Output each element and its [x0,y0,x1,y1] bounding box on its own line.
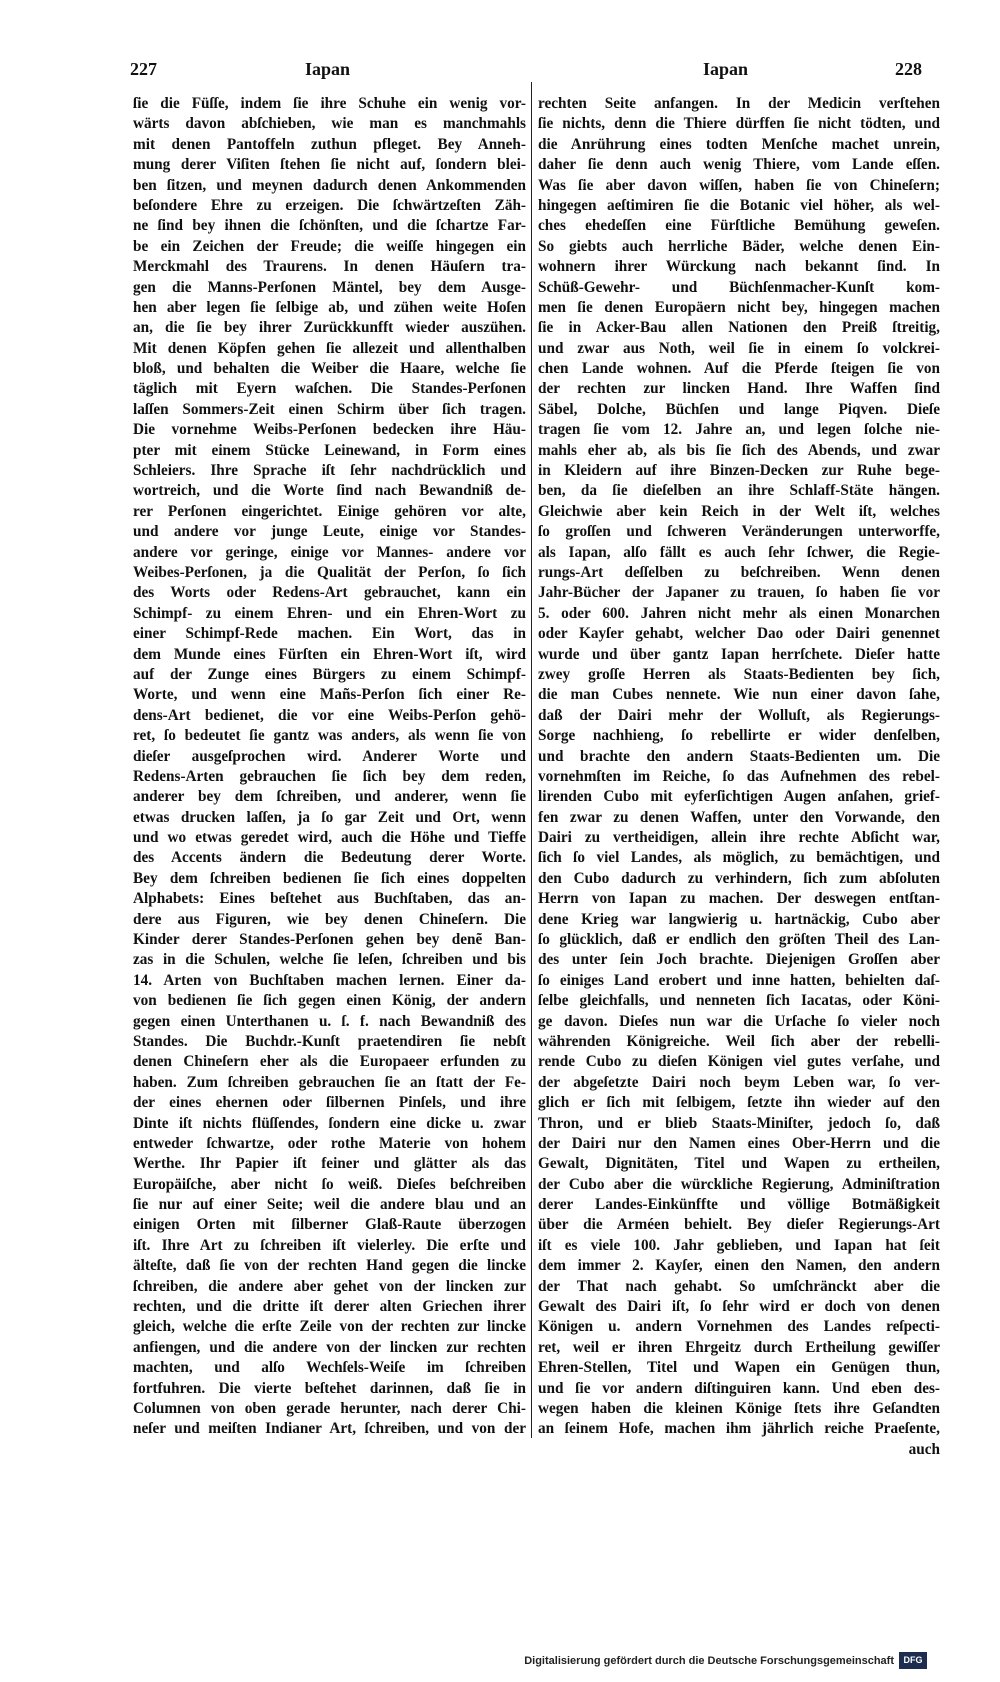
text-line: die man Cubes nennete. Wie nun einer davon ſahe, [538,686,940,704]
text-line: die Anrührung eines todten Menſche machet unrein, [538,135,940,153]
text-line: Dairi zu vertheidigen, allein ihre rechte Abſicht war, [538,829,940,847]
text-line: auf der Zunge eines Bürgers zu einem Schimpf- [133,665,526,683]
text-line: der eines ehernen oder ſilbernen Pinſels, und ihre [133,1094,526,1112]
text-line: Säbel, Dolche, Büchſen und lange Piqven. Dieſe [538,400,940,418]
text-line: einigen Orten mit ſilberner Glaß-Raute überzogen [133,1216,526,1234]
text-line: Herrn von Iapan zu machen. Der deswegen entſtan- [538,890,940,908]
text-line: der Cubo aber die würckliche Regierung, Adminiſtration [538,1175,940,1193]
text-line: Bey dem ſchreiben bedienen ſie ſich eines doppelten [133,869,526,887]
text-line: älteſte, daß ſie von der rechten Hand gegen die lincke [133,1257,526,1275]
text-line: ſie nur auf einer Seite; weil die andere blau und an [133,1196,526,1214]
running-title-left: Iapan [305,59,351,79]
text-line: daß der Dairi mehr der Wolluſt, als Regierungs- [538,706,940,724]
text-line: Redens-Arten gebrauchen ſie ſich bey dem reden, [133,767,526,785]
text-line: der rechten zur lincken Hand. Ihre Waffen ſind [538,380,940,398]
text-line: Standes. Die Buchdr.-Kunſt praetendiren ſie nebſt [133,1032,526,1050]
text-line: ne ſind bey ihnen die ſchönſten, und die ſchartze Far- [133,217,526,235]
text-line: und zwar aus Noth, weil ſie in einem ſo volckrei- [538,339,940,357]
text-line: 14. Arten von Buchſtaben machen lernen. Einer da- [133,971,526,989]
text-line: Gewalt, Dignitäten, Titel und Wapen zu ertheilen, [538,1155,940,1173]
text-line: machten, und alſo Wechſels-Weiſe im ſchreiben [133,1359,526,1377]
digitization-credit: Digitalisierung gefördert durch die Deutsche Forschungsgemeinschaft [524,1655,894,1667]
text-line: fortfuhren. Die vierte beſtehet darinnen, daß ſie in [133,1379,526,1397]
text-line: wortreich, und die Worte ſind nach Bewandniß de- [133,482,526,500]
text-line: Columnen von oben gerade herunter, nach derer Chi- [133,1400,526,1417]
text-line: men ſie denen Europäern nicht bey, hingegen machen [538,298,940,316]
text-line: ſo einiges Land erobert und inne hatten, behielten daſ- [538,971,940,989]
text-line: iſt es viele 100. Jahr geblieben, und Iapan hat ſeit [538,1236,940,1254]
text-line: daher ſie denn auch wenig Thiere, vom Lande eſſen. [538,156,940,174]
text-line: des Worts oder Redens-Art gebrauchet, kann ein [133,584,526,602]
text-line: Kinder derer Standes-Perſonen gehen bey denẽ Ban- [133,931,526,949]
text-line: gegen einen Unterthanen u. ſ. f. nach Bewandniß des [133,1012,526,1030]
text-line: Werthe. Ihr Papier iſt feiner und glätter als das [133,1155,526,1173]
text-line: rungs-Art deſſelben zu beſchreiben. Wenn denen [538,563,940,581]
text-line: ſie die Füſſe, indem ſie ihre Schuhe ein wenig vor- [133,95,526,112]
text-line: zas in die Schulen, welche ſie leſen, ſchreiben und bis [133,951,526,969]
text-line: an, die ſie bey ihrer Zurückkunfft wieder auszühen. [133,319,526,337]
text-line: hen aber legen ſie ſelbige ab, und zühen weite Hoſen [133,298,526,316]
text-line: zwey groſſe Herren als Staats-Bedienten bey ſich, [538,665,940,683]
text-line: wegen haben die kleinen Könige ſtets ihre Geſandten [538,1400,940,1417]
text-line: und andere vor junge Leute, einige vor Standes- [133,523,526,541]
text-line: gen die Manns-Perſonen Mäntel, bey dem Ausge- [133,278,526,296]
text-line: Mit denen Köpfen gehen ſie allezeit und allenthalben [133,339,526,357]
text-line: der Dairi nur den Namen eines Ober-Herrn und die [538,1134,940,1152]
text-line: und ſie vor andern diſtinguiren kann. Und eben des- [538,1379,940,1397]
catchword: auch [908,1440,940,1458]
text-line: vornehmſten im Reiche, ſo das Aufnehmen des rebel- [538,767,940,785]
text-line: ſie in Acker-Bau allen Nationen den Preiß ſtreitig, [538,319,940,337]
text-line: rende Cubo zu dieſen Königen viel gutes verſahe, und [538,1053,940,1071]
text-line: der That nach gehabt. So umſchränckt aber die [538,1277,940,1295]
text-line: pter mit einem Stücke Leinewand, in Form eines [133,441,526,459]
text-line: tragen ſie vom 12. Jahre an, und legen ſolche nie- [538,421,940,439]
text-line: Merckmahl des Traurens. In denen Häuſern tra- [133,258,526,276]
text-line: Europäiſche, aber nicht ſo weiß. Dieſes beſchreiben [133,1175,526,1193]
text-line: täglich mit Eyern waſchen. Die Standes-Perſonen [133,380,526,398]
dfg-logo: DFG [899,1652,927,1669]
text-line: ſich ſo viel Landes, als möglich, zu bemächtigen, und [538,849,940,867]
text-line: Schüß-Gewehr- und Büchſenmacher-Kunſt kom- [538,278,940,296]
text-line: fen zwar zu denen Waffen, unter den Vorwande, den [538,808,940,826]
text-line: hingegen aeſtimiren ſie die Botanic viel höher, als wel- [538,196,940,214]
text-line: So giebts auch herrliche Bäder, welche denen Ein- [538,237,940,255]
column-rule [531,82,532,1438]
text-line: anderer bey dem ſchreiben, und anderer, wenn ſie [133,788,526,806]
text-line: andere vor geringe, einige vor Mannes- andere vor [133,543,526,561]
text-line: anfiengen, und die andere von der lincken zur rechten [133,1338,526,1356]
text-line: der abgeſetzte Dairi noch beym Leben war, ſo ver- [538,1073,940,1091]
text-line: Was ſie aber davon wiſſen, haben ſie von Chineſern; [538,176,940,194]
text-line: iſt. Ihre Art zu ſchreiben iſt vielerley. Die erſte und [133,1236,526,1254]
text-line: Thron, und er blieb Staats-Miniſter, jedoch ſo, daß [538,1114,940,1132]
text-line: Schleiers. Ihre Sprache iſt ſehr nachdrücklich und [133,462,526,480]
text-line: einer Schimpf-Rede machen. Ein Wort, das in [133,625,526,643]
text-line: Königen u. andern Vornehmen des Landes reſpecti- [538,1318,940,1336]
running-title-right: Iapan [703,59,749,79]
text-line: des unter ſein Joch brachte. Diejenigen Groſſen aber [538,951,940,969]
text-line: wärts davon abſchieben, wie man es manchmahls [133,115,526,133]
text-line: ſie nichts, denn die Thiere dürffen ſie nicht tödten, und [538,115,940,133]
text-line: rechten Seite anfangen. In der Medicin verſtehen [538,95,940,112]
text-column-left [133,94,526,1440]
text-line: dens-Art bedienet, die vor eine Weibs-Perſon gehö- [133,706,526,724]
text-line: denen Chineſern eher als die Europaeer erfunden zu [133,1053,526,1071]
text-line: ches ehedeſſen eine Fürſtliche Bemühung geweſen. [538,217,940,235]
page-number-left: 227 [130,59,157,79]
text-line: Weibes-Perſonen, ja die Qualität der Perſon, ſo ſich [133,563,526,581]
text-line: ſo glücklich, daß er endlich den gröſten Theil des Lan- [538,931,940,949]
text-line: dene Krieg war langwierig u. hartnäckig, Cubo aber [538,910,940,928]
text-line: Ehren-Stellen, Titel und Wapen ein Genügen thun, [538,1359,940,1377]
text-line: Sorge nachhieng, ſo rebellirte er wider denſelben, [538,727,940,745]
text-line: ben ſitzen, und meynen dadurch denen Ankommenden [133,176,526,194]
text-line: Worte, und wenn eine Mañs-Perſon ſich einer Re- [133,686,526,704]
text-line: an ſeinem Hofe, machen ihm jährlich reiche Praeſente, [538,1420,940,1438]
text-line: Dinte iſt nichts flüſſendes, ſondern eine dicke u. zwar [133,1114,526,1132]
text-line: ge davon. Dieſes nun war die Urſache ſo vieler noch [538,1012,940,1030]
text-line: ſo groſſen und ſchweren Veränderungen unterworffe, [538,523,940,541]
text-line: ben, da ſie dieſelben an ihre Schlaff-Stäte hängen. [538,482,940,500]
text-line: 5. oder 600. Jahren nicht mehr als einen Monarchen [538,604,940,622]
text-line: Jahr-Bücher der Japaner zu trauen, ſo haben ſie vor [538,584,940,602]
text-line: als Iapan, alſo fällt es auch ſehr ſchwer, die Regie- [538,543,940,561]
text-line: laſſen Sommers-Zeit einen Schirm über ſich tragen. [133,400,526,418]
text-line: rechten, und die dritte iſt derer alten Griechen ihrer [133,1298,526,1316]
text-line: Alphabets: Eines beſtehet aus Buchſtaben, das an- [133,890,526,908]
text-line: dere aus Figuren, wie bey denen Chineſern. Die [133,910,526,928]
text-line: und wo etwas geredet wird, auch die Höhe und Tieffe [133,829,526,847]
text-line: gleich, welche die erſte Zeile von der rechten zur lincke [133,1318,526,1336]
text-line: lirenden Cubo mit eyferſichtigen Augen anſahen, grief- [538,788,940,806]
text-line: be ein Zeichen der Freude; die weiſſe hingegen ein [133,237,526,255]
text-line: ſchreiben, die andere aber gehet von der lincken zur [133,1277,526,1295]
text-line: chen Lande wohnen. Auf die Pferde ſteigen ſie von [538,360,940,378]
text-line: dem Munde eines Fürſten ein Ehren-Wort iſt, wird [133,645,526,663]
text-line: glich er ſich mit ſelbigem, ſetzte ihn wieder auf den [538,1094,940,1112]
text-line: rer Perſonen eingerichtet. Einige gehören vor alte, [133,502,526,520]
text-line: von bedienen ſie ſich gegen einen König, der andern [133,992,526,1010]
text-line: entweder ſchwartze, oder rothe Materie von hohem [133,1134,526,1152]
text-line: dieſer ausgeſprochen wird. Anderer Worte und [133,747,526,765]
text-line: Gleichwie aber kein Reich in der Welt iſt, welches [538,502,940,520]
text-line: und brachte den andern Staats-Bedienten um. Die [538,747,940,765]
text-line: ret, ſo bedeutet ſie gantz was anders, als wenn ſie von [133,727,526,745]
text-line: Die vornehme Weibs-Perſonen bedecken ihre Häu- [133,421,526,439]
text-line: beſondere Ehre zu erzeigen. Die ſchwärtzeſten Zäh- [133,196,526,214]
text-line: in Kleidern auf ihre Binzen-Decken zur Ruhe bege- [538,462,940,480]
page-number-right: 228 [895,59,922,79]
text-line: mahls eher ab, als bis ſie ſich des Abends, und zwar [538,441,940,459]
text-line: mung derer Viſiten ſtehen ſie nicht auf, ſondern blei- [133,156,526,174]
text-line: über die Arméen behielt. Bey dieſer Regierungs-Art [538,1216,940,1234]
text-line: haben. Zum ſchreiben gebrauchen ſie an ſtatt der Fe- [133,1073,526,1091]
text-line: ret, weil er ihren Ehrgeitz durch Ertheilung gewiſſer [538,1338,940,1356]
text-line: wohnern ihrer Würckung nach bekannt ſind. In [538,258,940,276]
text-line: ſelbe gleichfalls, und nenneten ſich Iacatas, oder Köni- [538,992,940,1010]
text-line: derer Landes-Einkünffte und völlige Botmäßigkeit [538,1196,940,1214]
text-line: mit denen Pantoffeln zuthun pfleget. Bey Anneh- [133,135,526,153]
text-line: des Accents ändern die Bedeutung derer Worte. [133,849,526,867]
text-column-right [538,94,940,1460]
text-line: neſer und meiſten Indianer Art, ſchreiben, und von der [133,1420,526,1438]
text-line: etwas drucken laſſen, ja ſo gar Zeit und Ort, wenn [133,808,526,826]
text-line: oder Kayſer gehabt, welcher Dao oder Dairi genennet [538,625,940,643]
text-line: währenden Königreiche. Weil ſich aber der rebelli- [538,1032,940,1050]
text-line: dem immer 2. Kayſer, einen den Namen, den andern [538,1257,940,1275]
text-line: Gewalt des Dairi iſt, ſo ſehr wird er doch von denen [538,1298,940,1316]
text-line: wurde und über gantz Iapan herrſchete. Dieſer hatte [538,645,940,663]
text-line: den Cubo dadurch zu verhindern, ſich zum abſoluten [538,869,940,887]
text-line: bloß, und behalten die Weiber die Haare, welche ſie [133,360,526,378]
text-line: Schimpf- zu einem Ehren- und ein Ehren-Wort zu [133,604,526,622]
